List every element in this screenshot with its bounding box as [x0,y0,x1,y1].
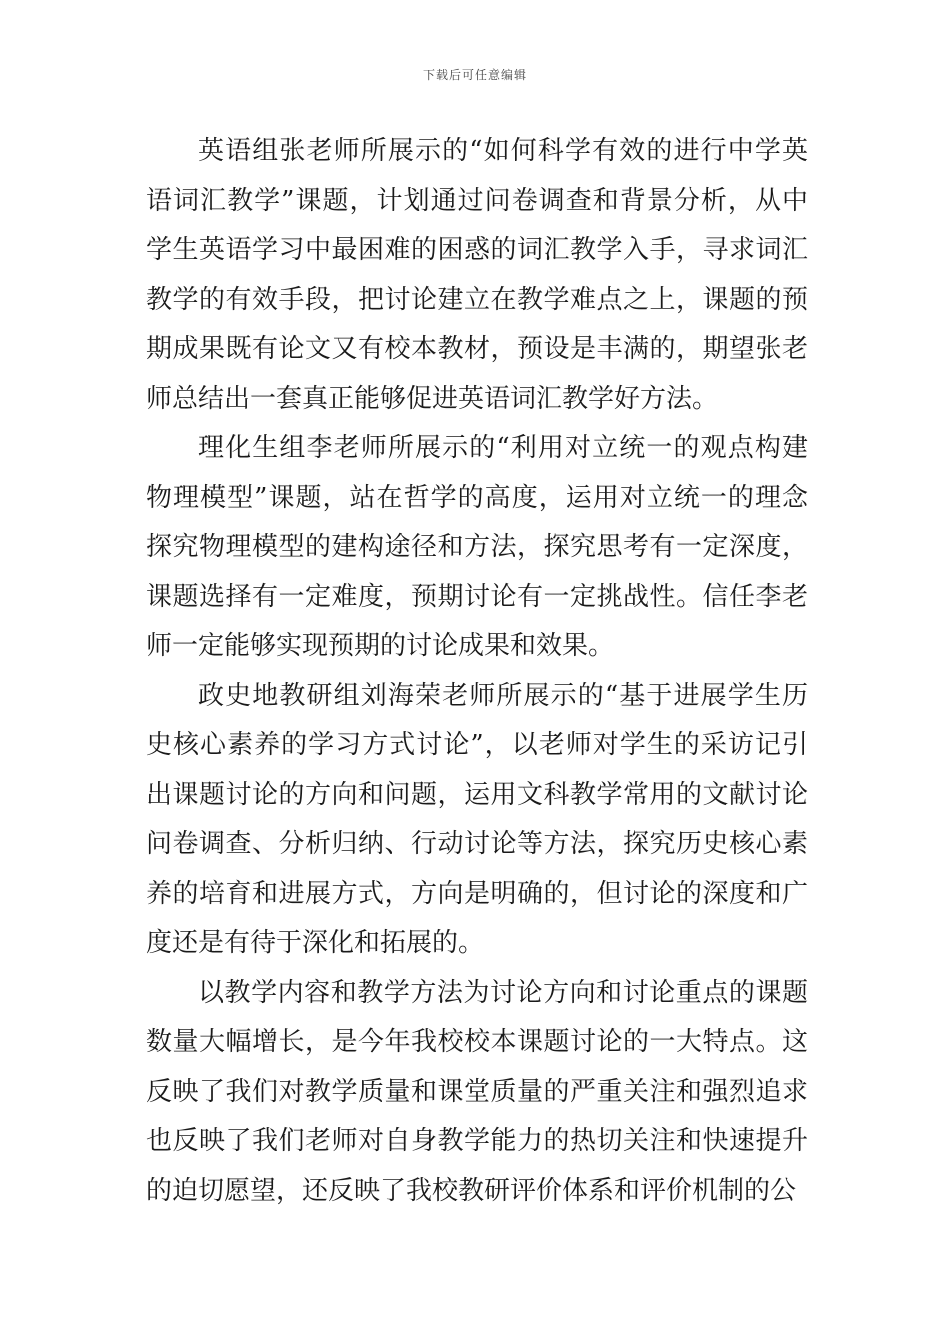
document-body [146,127,808,1216]
paragraph-summary: 以教学内容和教学方法为讨论方向和讨论重点的课题数量大幅增长，是今年我校校本课题讨论的一大特点。这反映了我们对教学质量和课堂质量的严重关注和强烈追求也反映了我们老师对自身教学能力的热切关注和快速提升的迫切愿望，还反映了我校教研评价体系和评价机制的公 [146,977,808,1206]
paragraph-english-group: 英语组张老师所展示的“如何科学有效的进行中学英语词汇教学”课题，计划通过问卷调查和背景分析，从中学生英语学习中最困难的困惑的词汇教学入手，寻求词汇教学的有效手段，把讨论建立在教学难点之上，课题的预期成果既有论文又有校本教材，预设是丰满的，期望张老师总结出一套真正能够促进英语词汇教学好方法。 [146,136,808,414]
page-header-note: 下载后可任意编辑 [422,68,527,82]
paragraph-science-group: 理化生组李老师所展示的“利用对立统一的观点构建物理模型”课题，站在哲学的高度，运用对立统一的理念探究物理模型的建构途径和方法，探究思考有一定深度，课题选择有一定难度，预期讨论有一定挑战性。信任李老师一定能够实现预期的讨论成果和效果。 [146,433,808,661]
paragraph-humanities-group: 政史地教研组刘海荣老师所展示的“基于进展学生历史核心素养的学习方式讨论”，以老师对学生的采访记引出课题讨论的方向和问题，运用文科教学常用的文献讨论问卷调查、分析归纳、行动讨论等方法，探究历史核心素养的培育和进展方式，方向是明确的，但讨论的深度和广度还是有待于深化和拓展的。 [146,680,808,958]
